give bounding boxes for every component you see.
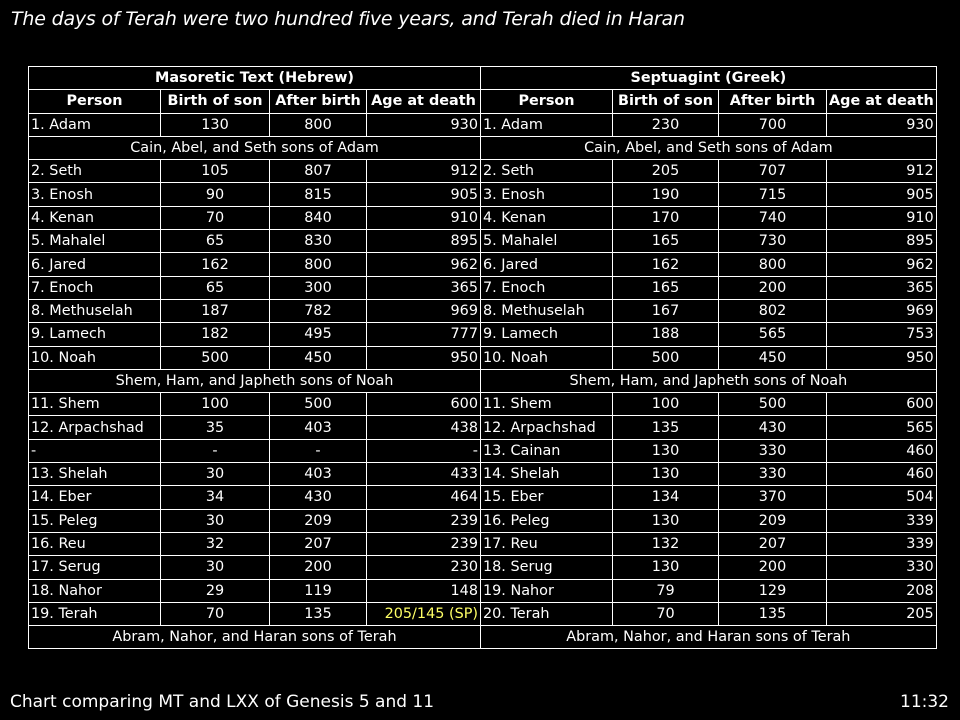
table-row bbox=[29, 323, 937, 346]
lxx-person-cell: 1. Adam bbox=[481, 113, 613, 136]
col-header-death: Age at death bbox=[367, 90, 481, 113]
table-row bbox=[29, 276, 937, 299]
mt-note-cell: Abram, Nahor, and Haran sons of Terah bbox=[29, 626, 481, 649]
lxx-after-birth-cell: 700 bbox=[719, 113, 827, 136]
lxx-person-cell: 7. Enoch bbox=[481, 276, 613, 299]
mt-after-birth-cell: 782 bbox=[270, 299, 367, 322]
lxx-birth-of-son-cell: 170 bbox=[613, 206, 719, 229]
lxx-header: Septuagint (Greek) bbox=[481, 67, 937, 90]
mt-birth-of-son-cell: 130 bbox=[161, 113, 270, 136]
mt-birth-of-son-cell: 34 bbox=[161, 486, 270, 509]
table-note-row bbox=[29, 136, 937, 159]
table-row bbox=[29, 463, 937, 486]
mt-after-birth-cell: 300 bbox=[270, 276, 367, 299]
mt-after-birth-cell: 840 bbox=[270, 206, 367, 229]
lxx-after-birth-cell: 129 bbox=[719, 579, 827, 602]
lxx-after-birth-cell: 800 bbox=[719, 253, 827, 276]
lxx-after-birth-cell: 200 bbox=[719, 556, 827, 579]
mt-person-cell: 6. Jared bbox=[29, 253, 161, 276]
mt-birth-of-son-cell: 35 bbox=[161, 416, 270, 439]
mt-birth-of-son-cell: 29 bbox=[161, 579, 270, 602]
lxx-person-cell: 9. Lamech bbox=[481, 323, 613, 346]
mt-person-cell: 13. Shelah bbox=[29, 463, 161, 486]
table-row bbox=[29, 113, 937, 136]
lxx-birth-of-son-cell: 70 bbox=[613, 602, 719, 625]
table-row bbox=[29, 253, 937, 276]
genealogy-comparison-table bbox=[28, 66, 937, 649]
lxx-age-at-death-cell: 565 bbox=[827, 416, 937, 439]
mt-after-birth-cell: 450 bbox=[270, 346, 367, 369]
lxx-age-at-death-cell: 600 bbox=[827, 393, 937, 416]
mt-age-at-death-cell: 895 bbox=[367, 230, 481, 253]
table-note-row bbox=[29, 369, 937, 392]
mt-person-cell: 2. Seth bbox=[29, 160, 161, 183]
mt-person-cell: 14. Eber bbox=[29, 486, 161, 509]
lxx-after-birth-cell: 730 bbox=[719, 230, 827, 253]
lxx-birth-of-son-cell: 79 bbox=[613, 579, 719, 602]
mt-after-birth-cell: 207 bbox=[270, 532, 367, 555]
mt-note-cell: Cain, Abel, and Seth sons of Adam bbox=[29, 136, 481, 159]
mt-age-at-death-cell: 962 bbox=[367, 253, 481, 276]
lxx-person-cell: 6. Jared bbox=[481, 253, 613, 276]
mt-after-birth-cell: 135 bbox=[270, 602, 367, 625]
mt-person-cell: 19. Terah bbox=[29, 602, 161, 625]
mt-age-at-death-cell: - bbox=[367, 439, 481, 462]
lxx-birth-of-son-cell: 130 bbox=[613, 463, 719, 486]
table-row bbox=[29, 486, 937, 509]
lxx-person-cell: 11. Shem bbox=[481, 393, 613, 416]
lxx-note-cell: Cain, Abel, and Seth sons of Adam bbox=[481, 136, 937, 159]
mt-after-birth-cell: 119 bbox=[270, 579, 367, 602]
lxx-after-birth-cell: 565 bbox=[719, 323, 827, 346]
mt-birth-of-son-cell: 182 bbox=[161, 323, 270, 346]
mt-after-birth-cell: 495 bbox=[270, 323, 367, 346]
mt-person-cell: 18. Nahor bbox=[29, 579, 161, 602]
lxx-age-at-death-cell: 905 bbox=[827, 183, 937, 206]
table-row bbox=[29, 160, 937, 183]
lxx-birth-of-son-cell: 130 bbox=[613, 509, 719, 532]
lxx-birth-of-son-cell: 165 bbox=[613, 230, 719, 253]
mt-birth-of-son-cell: 30 bbox=[161, 463, 270, 486]
mt-after-birth-cell: 209 bbox=[270, 509, 367, 532]
lxx-age-at-death-cell: 365 bbox=[827, 276, 937, 299]
lxx-birth-of-son-cell: 132 bbox=[613, 532, 719, 555]
lxx-after-birth-cell: 430 bbox=[719, 416, 827, 439]
lxx-age-at-death-cell: 969 bbox=[827, 299, 937, 322]
lxx-person-cell: 8. Methuselah bbox=[481, 299, 613, 322]
mt-after-birth-cell: 430 bbox=[270, 486, 367, 509]
mt-note-cell: Shem, Ham, and Japheth sons of Noah bbox=[29, 369, 481, 392]
mt-person-cell: 8. Methuselah bbox=[29, 299, 161, 322]
mt-birth-of-son-cell: 30 bbox=[161, 509, 270, 532]
table-row bbox=[29, 532, 937, 555]
mt-birth-of-son-cell: 90 bbox=[161, 183, 270, 206]
table-row bbox=[29, 183, 937, 206]
table-row bbox=[29, 556, 937, 579]
lxx-age-at-death-cell: 950 bbox=[827, 346, 937, 369]
mt-age-at-death-cell: 464 bbox=[367, 486, 481, 509]
mt-after-birth-cell: 807 bbox=[270, 160, 367, 183]
lxx-after-birth-cell: 209 bbox=[719, 509, 827, 532]
mt-birth-of-son-cell: 70 bbox=[161, 206, 270, 229]
mt-birth-of-son-cell: 162 bbox=[161, 253, 270, 276]
lxx-age-at-death-cell: 930 bbox=[827, 113, 937, 136]
mt-after-birth-cell: - bbox=[270, 439, 367, 462]
lxx-after-birth-cell: 370 bbox=[719, 486, 827, 509]
lxx-person-cell: 3. Enosh bbox=[481, 183, 613, 206]
lxx-after-birth-cell: 330 bbox=[719, 463, 827, 486]
lxx-age-at-death-cell: 339 bbox=[827, 532, 937, 555]
lxx-person-cell: 15. Eber bbox=[481, 486, 613, 509]
lxx-person-cell: 5. Mahalel bbox=[481, 230, 613, 253]
table-note-row bbox=[29, 626, 937, 649]
lxx-birth-of-son-cell: 205 bbox=[613, 160, 719, 183]
col-header-after: After birth bbox=[270, 90, 367, 113]
mt-person-cell: 9. Lamech bbox=[29, 323, 161, 346]
mt-person-cell: 12. Arpachshad bbox=[29, 416, 161, 439]
mt-birth-of-son-cell: 187 bbox=[161, 299, 270, 322]
col-header-after: After birth bbox=[719, 90, 827, 113]
mt-person-cell: 3. Enosh bbox=[29, 183, 161, 206]
col-header-birth: Birth of son bbox=[613, 90, 719, 113]
lxx-person-cell: 4. Kenan bbox=[481, 206, 613, 229]
lxx-age-at-death-cell: 895 bbox=[827, 230, 937, 253]
table-row bbox=[29, 346, 937, 369]
lxx-person-cell: 13. Cainan bbox=[481, 439, 613, 462]
lxx-birth-of-son-cell: 167 bbox=[613, 299, 719, 322]
mt-header: Masoretic Text (Hebrew) bbox=[29, 67, 481, 90]
lxx-age-at-death-cell: 208 bbox=[827, 579, 937, 602]
mt-person-cell: 1. Adam bbox=[29, 113, 161, 136]
mt-age-at-death-cell: 148 bbox=[367, 579, 481, 602]
col-header-person: Person bbox=[29, 90, 161, 113]
table-row bbox=[29, 579, 937, 602]
mt-age-at-death-cell: 910 bbox=[367, 206, 481, 229]
table-row bbox=[29, 393, 937, 416]
mt-age-at-death-cell: 600 bbox=[367, 393, 481, 416]
mt-after-birth-cell: 800 bbox=[270, 253, 367, 276]
lxx-after-birth-cell: 707 bbox=[719, 160, 827, 183]
mt-birth-of-son-cell: - bbox=[161, 439, 270, 462]
lxx-person-cell: 14. Shelah bbox=[481, 463, 613, 486]
mt-person-cell: 10. Noah bbox=[29, 346, 161, 369]
mt-after-birth-cell: 800 bbox=[270, 113, 367, 136]
lxx-birth-of-son-cell: 130 bbox=[613, 439, 719, 462]
lxx-age-at-death-cell: 330 bbox=[827, 556, 937, 579]
lxx-person-cell: 12. Arpachshad bbox=[481, 416, 613, 439]
col-header-person: Person bbox=[481, 90, 613, 113]
mt-age-at-death-cell: 365 bbox=[367, 276, 481, 299]
lxx-birth-of-son-cell: 165 bbox=[613, 276, 719, 299]
lxx-note-cell: Shem, Ham, and Japheth sons of Noah bbox=[481, 369, 937, 392]
mt-birth-of-son-cell: 65 bbox=[161, 230, 270, 253]
mt-age-at-death-cell: 777 bbox=[367, 323, 481, 346]
lxx-person-cell: 2. Seth bbox=[481, 160, 613, 183]
mt-age-at-death-cell: 205/145 (SP) bbox=[367, 602, 481, 625]
col-header-birth: Birth of son bbox=[161, 90, 270, 113]
lxx-person-cell: 10. Noah bbox=[481, 346, 613, 369]
mt-age-at-death-cell: 950 bbox=[367, 346, 481, 369]
lxx-age-at-death-cell: 339 bbox=[827, 509, 937, 532]
mt-birth-of-son-cell: 100 bbox=[161, 393, 270, 416]
mt-after-birth-cell: 403 bbox=[270, 463, 367, 486]
lxx-birth-of-son-cell: 188 bbox=[613, 323, 719, 346]
mt-age-at-death-cell: 239 bbox=[367, 532, 481, 555]
lxx-after-birth-cell: 500 bbox=[719, 393, 827, 416]
mt-after-birth-cell: 200 bbox=[270, 556, 367, 579]
lxx-person-cell: 20. Terah bbox=[481, 602, 613, 625]
lxx-after-birth-cell: 450 bbox=[719, 346, 827, 369]
clock: 11:32 bbox=[900, 692, 949, 712]
table-row bbox=[29, 509, 937, 532]
table-row bbox=[29, 602, 937, 625]
lxx-age-at-death-cell: 460 bbox=[827, 439, 937, 462]
lxx-birth-of-son-cell: 100 bbox=[613, 393, 719, 416]
mt-after-birth-cell: 815 bbox=[270, 183, 367, 206]
mt-age-at-death-cell: 433 bbox=[367, 463, 481, 486]
mt-birth-of-son-cell: 30 bbox=[161, 556, 270, 579]
mt-birth-of-son-cell: 65 bbox=[161, 276, 270, 299]
mt-birth-of-son-cell: 105 bbox=[161, 160, 270, 183]
lxx-after-birth-cell: 207 bbox=[719, 532, 827, 555]
mt-age-at-death-cell: 438 bbox=[367, 416, 481, 439]
lxx-age-at-death-cell: 753 bbox=[827, 323, 937, 346]
mt-person-cell: 11. Shem bbox=[29, 393, 161, 416]
lxx-birth-of-son-cell: 135 bbox=[613, 416, 719, 439]
mt-age-at-death-cell: 930 bbox=[367, 113, 481, 136]
mt-person-cell: 15. Peleg bbox=[29, 509, 161, 532]
table-row bbox=[29, 206, 937, 229]
lxx-age-at-death-cell: 205 bbox=[827, 602, 937, 625]
table-body bbox=[29, 113, 937, 649]
lxx-birth-of-son-cell: 134 bbox=[613, 486, 719, 509]
lxx-age-at-death-cell: 910 bbox=[827, 206, 937, 229]
col-header-death: Age at death bbox=[827, 90, 937, 113]
table-row bbox=[29, 439, 937, 462]
lxx-birth-of-son-cell: 130 bbox=[613, 556, 719, 579]
mt-age-at-death-cell: 912 bbox=[367, 160, 481, 183]
mt-birth-of-son-cell: 70 bbox=[161, 602, 270, 625]
lxx-note-cell: Abram, Nahor, and Haran sons of Terah bbox=[481, 626, 937, 649]
lxx-person-cell: 18. Serug bbox=[481, 556, 613, 579]
lxx-after-birth-cell: 802 bbox=[719, 299, 827, 322]
mt-age-at-death-cell: 230 bbox=[367, 556, 481, 579]
lxx-birth-of-son-cell: 500 bbox=[613, 346, 719, 369]
mt-person-cell: 5. Mahalel bbox=[29, 230, 161, 253]
mt-age-at-death-cell: 969 bbox=[367, 299, 481, 322]
mt-person-cell: 17. Serug bbox=[29, 556, 161, 579]
lxx-birth-of-son-cell: 190 bbox=[613, 183, 719, 206]
lxx-birth-of-son-cell: 162 bbox=[613, 253, 719, 276]
lxx-after-birth-cell: 715 bbox=[719, 183, 827, 206]
lxx-birth-of-son-cell: 230 bbox=[613, 113, 719, 136]
footer-caption: Chart comparing MT and LXX of Genesis 5 and 11 bbox=[10, 692, 435, 712]
mt-person-cell: 16. Reu bbox=[29, 532, 161, 555]
mt-age-at-death-cell: 905 bbox=[367, 183, 481, 206]
lxx-person-cell: 19. Nahor bbox=[481, 579, 613, 602]
table-row bbox=[29, 299, 937, 322]
lxx-after-birth-cell: 200 bbox=[719, 276, 827, 299]
slide-title: The days of Terah were two hundred five years, and Terah died in Haran bbox=[11, 8, 685, 30]
lxx-age-at-death-cell: 460 bbox=[827, 463, 937, 486]
lxx-person-cell: 17. Reu bbox=[481, 532, 613, 555]
mt-age-at-death-cell: 239 bbox=[367, 509, 481, 532]
table-row bbox=[29, 230, 937, 253]
mt-person-cell: 7. Enoch bbox=[29, 276, 161, 299]
lxx-person-cell: 16. Peleg bbox=[481, 509, 613, 532]
lxx-after-birth-cell: 330 bbox=[719, 439, 827, 462]
lxx-age-at-death-cell: 912 bbox=[827, 160, 937, 183]
mt-person-cell: - bbox=[29, 439, 161, 462]
table-row bbox=[29, 416, 937, 439]
lxx-age-at-death-cell: 504 bbox=[827, 486, 937, 509]
mt-after-birth-cell: 500 bbox=[270, 393, 367, 416]
mt-birth-of-son-cell: 32 bbox=[161, 532, 270, 555]
mt-person-cell: 4. Kenan bbox=[29, 206, 161, 229]
mt-birth-of-son-cell: 500 bbox=[161, 346, 270, 369]
mt-after-birth-cell: 403 bbox=[270, 416, 367, 439]
lxx-after-birth-cell: 740 bbox=[719, 206, 827, 229]
lxx-after-birth-cell: 135 bbox=[719, 602, 827, 625]
lxx-age-at-death-cell: 962 bbox=[827, 253, 937, 276]
mt-after-birth-cell: 830 bbox=[270, 230, 367, 253]
